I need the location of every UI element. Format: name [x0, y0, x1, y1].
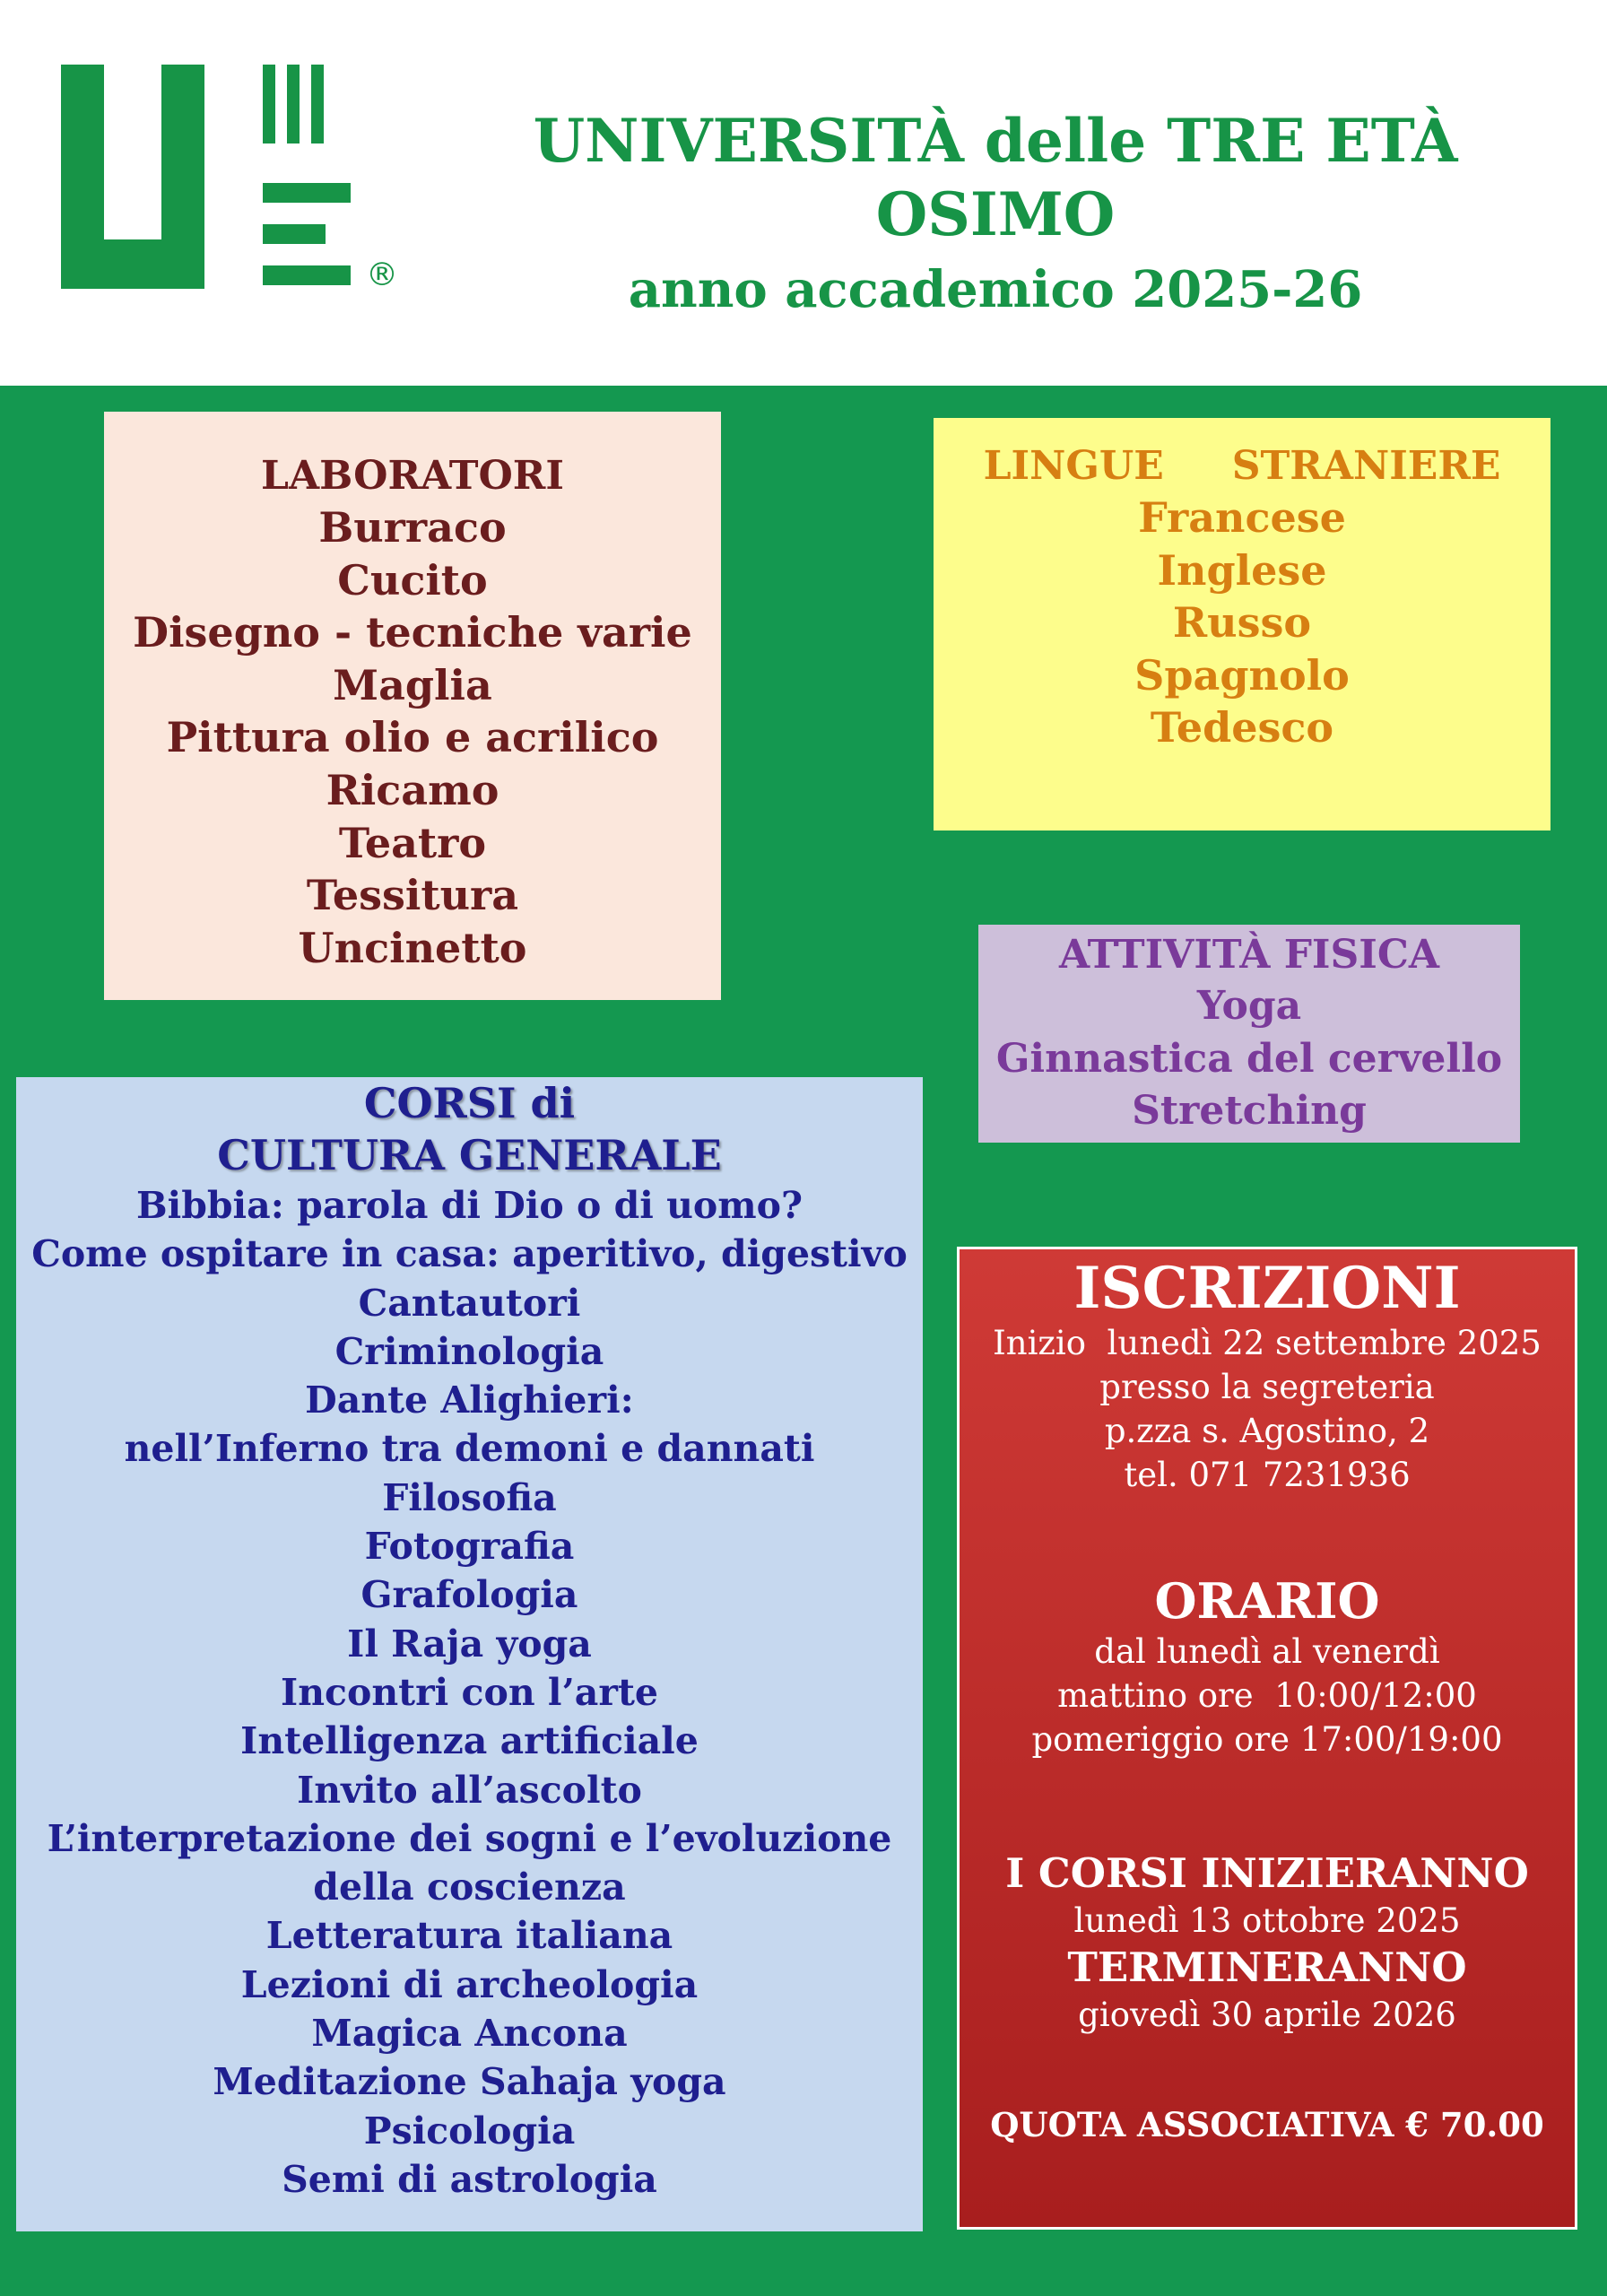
cultura-item: Come ospitare in casa: aperitivo, digestivo [31, 1232, 908, 1276]
cultura-item: Lezioni di archeologia [240, 1962, 699, 2006]
cultura-item: nell’Inferno tra demoni e dannati [124, 1427, 815, 1471]
lingue-item: Inglese [1157, 545, 1327, 595]
iscrizioni-line: tel. 071 7231936 [1124, 1456, 1411, 1494]
cultura-item: Letteratura italiana [265, 1914, 673, 1958]
laboratori-item: Uncinetto [298, 923, 527, 972]
cultura-item: della coscienza [313, 1866, 626, 1909]
cultura-item: L’interpretazione dei sogni e l’evoluzione [47, 1816, 892, 1860]
logo-e-bar [263, 183, 351, 203]
corsi-fine-date: giovedì 30 aprile 2026 [1078, 1996, 1456, 2034]
cultura-item: Psicologia [363, 2109, 576, 2152]
logo-e-bar [263, 224, 326, 244]
corsi-inizio-heading: I CORSI INIZIERANNO [1005, 1849, 1529, 1897]
iscrizioni-line: Inizio lunedì 22 settembre 2025 [993, 1324, 1542, 1362]
cultura-generale-box [16, 1077, 923, 2231]
logo-bar [263, 65, 275, 144]
logo-bar [287, 65, 300, 144]
cultura-heading-line1: CORSI di [363, 1079, 576, 1127]
logo-bar [311, 65, 324, 144]
cultura-item: Filosofia [382, 1475, 557, 1519]
attivita-item: Yoga [1196, 983, 1302, 1029]
laboratori-item: Pittura olio e acrilico [166, 713, 659, 762]
laboratori-heading: LABORATORI [261, 453, 564, 499]
cultura-item: Magica Ancona [311, 2012, 628, 2056]
logo-e-bar [263, 265, 351, 285]
lingue-item: Spagnolo [1134, 650, 1350, 700]
title-line1: UNIVERSITÀ delle TRE ETÀ [533, 106, 1458, 176]
cultura-item: Incontri con l’arte [281, 1670, 658, 1714]
cultura-item: Meditazione Sahaja yoga [213, 2060, 726, 2104]
lingue-heading: LINGUE STRANIERE [983, 443, 1501, 489]
lingue-item: Russo [1172, 598, 1312, 648]
cultura-item: Intelligenza artificiale [240, 1719, 699, 1763]
laboratori-item: Burraco [318, 503, 507, 552]
laboratori-item: Teatro [338, 818, 487, 867]
lingue-item: Tedesco [1150, 703, 1334, 752]
header [0, 0, 1607, 386]
iscrizioni-box [957, 1247, 1577, 2230]
attivita-item: Ginnastica del cervello [995, 1035, 1503, 1082]
cultura-item: Fotografia [364, 1525, 575, 1569]
cultura-item: Criminologia [334, 1329, 604, 1373]
cultura-item: Cantautori [358, 1281, 581, 1325]
orario-line: mattino ore 10:00/12:00 [1057, 1676, 1477, 1715]
laboratori-item: Cucito [337, 555, 488, 604]
cultura-item: Bibbia: parola di Dio o di uomo? [135, 1184, 804, 1227]
laboratori-item: Ricamo [326, 765, 499, 814]
orario-line: dal lunedì al venerdì [1094, 1632, 1440, 1671]
cultura-item: Dante Alighieri: [305, 1378, 634, 1422]
laboratori-item: Maglia [333, 660, 492, 709]
orario-line: pomeriggio ore 17:00/19:00 [1031, 1720, 1503, 1759]
attivita-item: Stretching [1132, 1088, 1367, 1135]
corsi-fine-heading: TERMINERANNO [1067, 1944, 1467, 1991]
cultura-item: Grafologia [360, 1573, 578, 1617]
laboratori-box [104, 412, 721, 1000]
laboratori-item: Disegno - tecniche varie [133, 608, 692, 657]
laboratori-item: Tessitura [306, 871, 519, 920]
ute-logo [61, 65, 411, 298]
registered-mark: ® [366, 257, 398, 293]
logo-u-shape [61, 65, 204, 289]
iscrizioni-line: p.zza s. Agostino, 2 [1104, 1412, 1430, 1450]
attivita-fisica-box [978, 925, 1520, 1143]
iscrizioni-line: presso la segreteria [1099, 1368, 1435, 1406]
cultura-item: Il Raja yoga [347, 1622, 592, 1665]
title-line3: anno accademico 2025-26 [628, 260, 1363, 319]
corsi-inizio-date: lunedì 13 ottobre 2025 [1073, 1901, 1461, 1940]
cultura-heading-line2: CULTURA GENERALE [217, 1131, 722, 1179]
lingue-box [934, 418, 1551, 831]
quota-associativa: QUOTA ASSOCIATIVA € 70.00 [990, 2105, 1544, 2144]
lingue-item: Francese [1138, 493, 1346, 542]
orario-heading: ORARIO [1154, 1572, 1380, 1630]
cultura-item: Semi di astrologia [282, 2157, 657, 2201]
attivita-heading: ATTIVITÀ FISICA [1058, 932, 1440, 978]
title-line2: OSIMO [875, 179, 1116, 249]
iscrizioni-heading: ISCRIZIONI [1073, 1255, 1461, 1322]
cultura-item: Invito all’ascolto [297, 1768, 642, 1812]
